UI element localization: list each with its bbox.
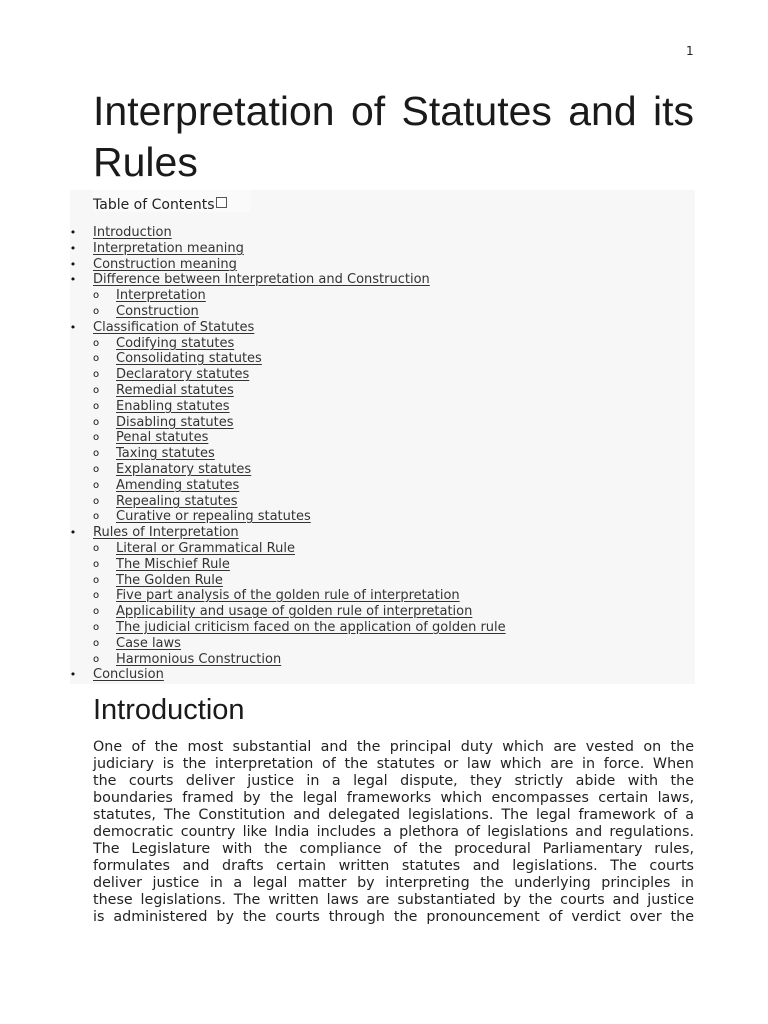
section-body <box>93 739 694 926</box>
circle-bullet-icon: o <box>92 338 100 349</box>
toc-item <box>116 351 262 367</box>
body-line: formulates and drafts certain written statutes and legislations. The courts <box>93 858 694 874</box>
circle-bullet-icon: o <box>92 622 100 633</box>
circle-bullet-icon: o <box>92 448 100 459</box>
toc-item <box>93 257 237 273</box>
toc-link[interactable]: Curative or repealing statutes <box>116 509 311 524</box>
toc-link[interactable]: Five part analysis of the golden rule of interpretation <box>116 588 460 603</box>
circle-bullet-icon: o <box>92 606 100 617</box>
toc-link[interactable]: Enabling statutes <box>116 399 230 414</box>
toc-link[interactable]: Literal or Grammatical Rule <box>116 541 295 556</box>
toc-link[interactable]: Explanatory statutes <box>116 462 252 477</box>
circle-bullet-icon: o <box>92 385 100 396</box>
body-line: deliver justice in a legal matter by interpreting the underlying principles in <box>93 875 694 891</box>
toc-link[interactable]: The judicial criticism faced on the application of golden rule <box>116 620 506 635</box>
toc-item <box>116 415 234 431</box>
body-line: judiciary is the interpretation of the statutes or law which are in force. When <box>93 756 694 772</box>
page-title: Interpretation of Statutes and its Rules <box>93 88 694 185</box>
circle-bullet-icon: o <box>92 590 100 601</box>
toc-link[interactable]: Declaratory statutes <box>116 367 250 382</box>
toc-item <box>116 399 230 415</box>
toc-toggle-checkbox-icon[interactable] <box>216 197 227 208</box>
toc-item <box>116 304 199 320</box>
toc-link[interactable]: Penal statutes <box>116 430 209 445</box>
circle-bullet-icon: o <box>92 496 100 507</box>
toc-item <box>93 225 172 241</box>
circle-bullet-icon: o <box>92 654 100 665</box>
circle-bullet-icon: o <box>92 638 100 649</box>
toc-link[interactable]: Interpretation <box>116 288 206 303</box>
circle-bullet-icon: o <box>92 559 100 570</box>
toc-link[interactable]: Harmonious Construction <box>116 652 282 667</box>
toc-item <box>116 494 238 510</box>
toc-link[interactable]: Classification of Statutes <box>93 320 255 335</box>
toc-item <box>116 478 239 494</box>
toc-link[interactable]: Construction meaning <box>93 257 237 272</box>
toc-link[interactable]: Interpretation meaning <box>93 241 244 256</box>
body-line: democratic country like India includes a plethora of legislations and regulations. <box>93 824 694 840</box>
toc-item <box>93 241 244 257</box>
bullet-icon: • <box>69 242 77 255</box>
bullet-icon: • <box>69 526 77 539</box>
toc-item <box>93 272 430 288</box>
toc-item <box>116 288 206 304</box>
toc-link[interactable]: Difference between Interpretation and Construction <box>93 272 430 287</box>
body-line: these legislations. The written laws are substantiated by the courts and justice <box>93 892 694 908</box>
toc-link[interactable]: Applicability and usage of golden rule of interpretation <box>116 604 473 619</box>
body-line: boundaries framed by the legal frameworks which encompasses certain laws, <box>93 790 694 806</box>
toc-item <box>93 525 239 541</box>
bullet-icon: • <box>69 226 77 239</box>
circle-bullet-icon: o <box>92 575 100 586</box>
toc-item <box>116 367 249 383</box>
toc-item <box>116 430 208 446</box>
body-line: One of the most substantial and the principal duty which are vested on the <box>93 739 694 755</box>
toc-item <box>116 604 472 620</box>
toc-item <box>116 336 234 352</box>
toc-item <box>116 557 230 573</box>
circle-bullet-icon: o <box>92 511 100 522</box>
toc-link[interactable]: Disabling statutes <box>116 415 234 430</box>
toc-item <box>116 588 460 604</box>
toc-item <box>116 573 223 589</box>
toc-link[interactable]: Remedial statutes <box>116 383 234 398</box>
toc-item <box>116 541 295 557</box>
toc-item <box>116 652 281 668</box>
body-line: is administered by the courts through the pronouncement of verdict over the <box>93 909 694 925</box>
toc-link[interactable]: Introduction <box>93 225 172 240</box>
toc-link[interactable]: Codifying statutes <box>116 336 235 351</box>
toc-link[interactable]: Taxing statutes <box>116 446 215 461</box>
circle-bullet-icon: o <box>92 353 100 364</box>
toc-link[interactable]: Repealing statutes <box>116 494 238 509</box>
circle-bullet-icon: o <box>92 401 100 412</box>
toc-item <box>116 383 234 399</box>
toc-link[interactable]: The Mischief Rule <box>116 557 230 572</box>
circle-bullet-icon: o <box>92 464 100 475</box>
circle-bullet-icon: o <box>92 417 100 428</box>
bullet-icon: • <box>69 273 77 286</box>
toc-link[interactable]: The Golden Rule <box>116 573 223 588</box>
page-number: 1 <box>686 44 694 58</box>
toc-link[interactable]: Conclusion <box>93 667 164 682</box>
toc-item <box>93 667 164 683</box>
toc-link[interactable]: Construction <box>116 304 199 319</box>
bullet-icon: • <box>69 668 77 681</box>
bullet-icon: • <box>69 258 77 271</box>
toc-link[interactable]: Amending statutes <box>116 478 240 493</box>
circle-bullet-icon: o <box>92 369 100 380</box>
circle-bullet-icon: o <box>92 543 100 554</box>
toc-item <box>93 320 254 336</box>
body-line: statutes, The Constitution and delegated legislations. The legal framework of a <box>93 807 694 823</box>
toc-heading <box>93 197 227 213</box>
toc-item <box>116 509 311 525</box>
toc-link[interactable]: Case laws <box>116 636 181 651</box>
circle-bullet-icon: o <box>92 432 100 443</box>
bullet-icon: • <box>69 321 77 334</box>
toc-item <box>116 620 506 636</box>
section-heading: Introduction <box>93 694 245 726</box>
toc-item <box>116 446 215 462</box>
toc-item <box>116 636 181 652</box>
body-line: The Legislature with the compliance of the procedural Parliamentary rules, <box>93 841 694 857</box>
circle-bullet-icon: o <box>92 480 100 491</box>
circle-bullet-icon: o <box>92 290 100 301</box>
toc-link[interactable]: Rules of Interpretation <box>93 525 239 540</box>
toc-item <box>116 462 251 478</box>
toc-link[interactable]: Consolidating statutes <box>116 351 262 366</box>
toc-heading-label: Table of Contents <box>93 197 215 213</box>
circle-bullet-icon: o <box>92 306 100 317</box>
body-line: the courts deliver justice in a legal dispute, they strictly abide with the <box>93 773 694 789</box>
